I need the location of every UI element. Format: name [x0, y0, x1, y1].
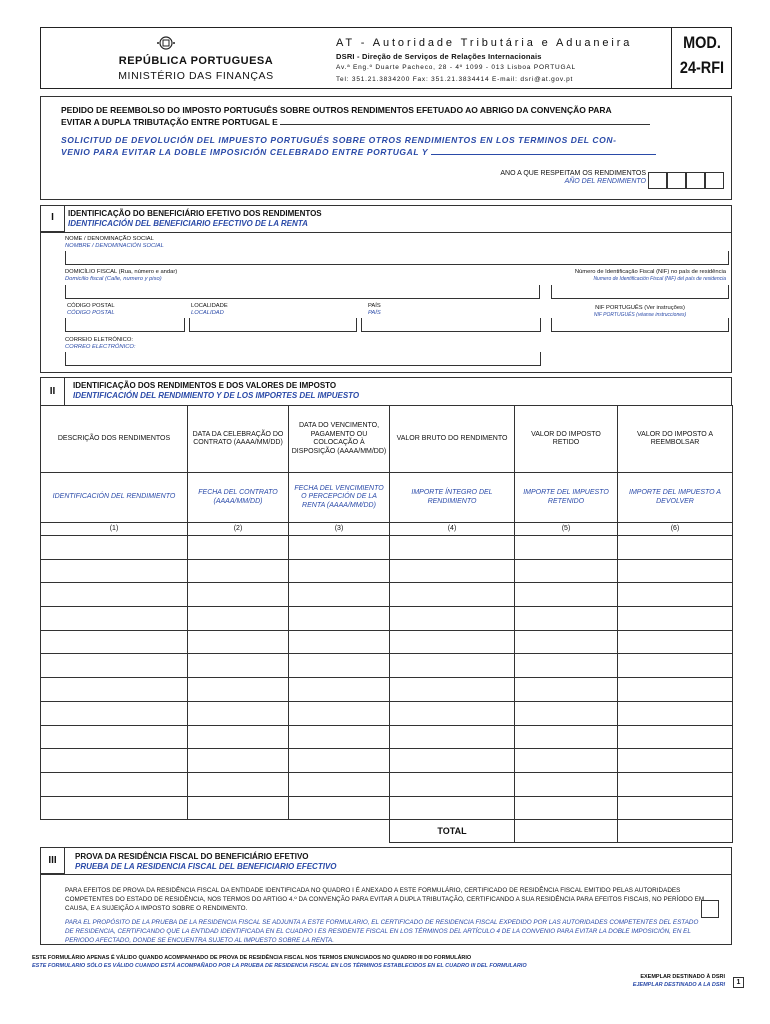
- country-input[interactable]: [361, 318, 541, 332]
- section-3-title-pt: PROVA DA RESIDÊNCIA FISCAL DO BENEFICIÁRIO EFETIVO: [75, 852, 309, 861]
- col-header-es: IMPORTE DEL IMPUESTO A DEVOLVER: [618, 473, 733, 523]
- name-label-pt: NOME / DENOMINAÇÃO SOCIAL: [65, 236, 154, 242]
- footer-note-pt: ESTE FORMULÁRIO APENAS É VÁLIDO QUANDO ACOMPANHADO DE PROVA DE RESIDÊNCIA FISCAL NOS TERMOS ENUNCIADOS NO QUADRO III DO FORMULÁRIO: [32, 955, 472, 961]
- table-row: [41, 583, 733, 607]
- col-header-es: IDENTIFICACIÓN DEL RENDIMIENTO: [41, 473, 188, 523]
- section-3-text-es: PARA EL PROPÓSITO DE LA PRUEBA DE LA RESIDENCIA FISCAL SE ADJUNTA A ESTE FORMULARIO, EL CERTIFICADO DE RESIDENCIA FISCAL EXPEDIDO POR LAS AUTORIDADES COMPETENTES DEL ESTADO DE RESIDENCIA, CERTIFICANDO QUE LA ENTIDAD IDENTIFICADA EN EL CUADRO I ES RESIDENTE FISCAL EN LOS TÉRMINOS DEL ARTÍCULO 4 DE LA CONVENIO PARA EVITAR LA DOBLE IMPOSICIÓN, EN EL PERIODO AFECTADO, DONDE SE ENCUENTRA SUJETO AL IMPUESTO SOBRE LA RENTA.: [65, 919, 699, 944]
- table-cell-input[interactable]: [188, 796, 289, 820]
- table-cell-input[interactable]: [188, 536, 289, 560]
- table-cell-input[interactable]: [390, 796, 515, 820]
- section-3-number: III: [41, 848, 65, 874]
- dsri-label: DSRI - Direção de Serviços de Relações Internacionais: [336, 52, 542, 61]
- table-header-numbers: [41, 523, 733, 536]
- locality-input[interactable]: [189, 318, 357, 332]
- table-row: [41, 678, 733, 702]
- table-cell-input[interactable]: [41, 725, 188, 749]
- section-1: [40, 205, 732, 373]
- nif-pt-label-es: NIF PORTUGUÉS (véanse instrucciones): [593, 312, 687, 318]
- table-cell-input[interactable]: [618, 772, 733, 796]
- nif-pt-input[interactable]: [551, 318, 729, 332]
- domicile-input[interactable]: [65, 285, 540, 299]
- request-title-box: [40, 96, 732, 200]
- table-cell-input[interactable]: [390, 607, 515, 631]
- col-header-es: IMPORTE ÍNTEGRO DEL RENDIMIENTO: [390, 473, 515, 523]
- table-cell-input[interactable]: [390, 630, 515, 654]
- postal-label-es: CÓDIGO POSTAL: [67, 310, 115, 316]
- nif-pt-label-pt: NIF PORTUGUÊS (Ver instruções): [595, 305, 685, 311]
- col-header-pt: DATA DO VENCIMENTO, PAGAMENTO OU COLOCAÇÃO À DISPOSIÇÃO (AAAA/MM/DD): [289, 406, 390, 473]
- table-cell-input[interactable]: [390, 536, 515, 560]
- col-header-pt: VALOR DO IMPOSTO A REEMBOLSAR: [618, 406, 733, 473]
- table-cell-input[interactable]: [188, 725, 289, 749]
- table-cell-input[interactable]: [618, 678, 733, 702]
- republic-label: REPÚBLICA PORTUGUESA: [118, 55, 274, 67]
- section-2-title-pt: IDENTIFICAÇÃO DOS RENDIMENTOS E DOS VALORES DE IMPOSTO: [73, 381, 337, 390]
- section-3: [40, 847, 732, 945]
- country-label-es: PAÍS: [368, 310, 381, 316]
- table-cell-input[interactable]: [515, 725, 618, 749]
- table-row: [41, 725, 733, 749]
- table-cell-input[interactable]: [188, 654, 289, 678]
- table-cell-input[interactable]: [289, 630, 390, 654]
- country-label: [368, 303, 381, 317]
- table-cell-input[interactable]: [41, 749, 188, 773]
- section-1-title-pt: IDENTIFICAÇÃO DO BENEFICIÁRIO EFETIVO DOS RENDIMENTOS: [68, 209, 322, 218]
- request-title-es-line1: SOLICITUD DE DEVOLUCIÓN DEL IMPUESTO PORTUGUÉS SOBRE OTROS RENDIMIENTOS EN LOS TERMINOS DEL CON-: [61, 135, 617, 145]
- table-cell-input[interactable]: [289, 772, 390, 796]
- postal-label: [67, 303, 115, 317]
- table-cell-input[interactable]: [515, 607, 618, 631]
- residence-proof-checkbox[interactable]: [701, 900, 719, 918]
- table-cell-input[interactable]: [41, 583, 188, 607]
- table-row: [41, 796, 733, 820]
- table-cell-input[interactable]: [515, 654, 618, 678]
- table-row: [41, 559, 733, 583]
- table-cell-input[interactable]: [515, 536, 618, 560]
- country-pt-input[interactable]: [280, 116, 650, 125]
- table-cell-input[interactable]: [289, 607, 390, 631]
- table-cell-input[interactable]: [41, 536, 188, 560]
- table-cell-input[interactable]: [41, 630, 188, 654]
- footer-note-es: ESTE FORMULARIO SÓLO ES VÁLIDO CUANDO ESTÁ ACOMPAÑADO POR LA PRUEBA DE RESIDENCIA FISCAL EN LOS TÉRMINOS ESTABLECIDOS EN EL CUADRO III DEL FORMULARIO: [32, 963, 527, 969]
- section-2-title-es: IDENTIFICACIÓN DEL RENDIMIENTO Y DE LOS IMPORTES DEL IMPUESTO: [73, 391, 360, 400]
- table-cell-input[interactable]: [515, 749, 618, 773]
- table-cell-input[interactable]: [618, 607, 733, 631]
- year-digit-2[interactable]: [667, 172, 686, 189]
- domicile-label-pt: DOMICÍLIO FISCAL (Rua, número e andar): [65, 269, 178, 275]
- table-cell-input[interactable]: [618, 796, 733, 820]
- col-number: (2): [188, 523, 289, 536]
- table-cell-input[interactable]: [390, 749, 515, 773]
- table-cell-input[interactable]: [515, 630, 618, 654]
- email-label-es: CORREO ELECTRÓNICO:: [65, 344, 136, 350]
- table-cell-input[interactable]: [289, 725, 390, 749]
- table-cell-input[interactable]: [390, 701, 515, 725]
- col-header-pt: VALOR BRUTO DO RENDIMENTO: [390, 406, 515, 473]
- total-spacer: [41, 820, 390, 843]
- table-cell-input[interactable]: [618, 701, 733, 725]
- table-cell-input[interactable]: [188, 630, 289, 654]
- table-cell-input[interactable]: [289, 559, 390, 583]
- table-header-es: [41, 473, 733, 523]
- table-cell-input[interactable]: [289, 536, 390, 560]
- total-label: TOTAL: [390, 820, 515, 843]
- table-cell-input[interactable]: [618, 654, 733, 678]
- model-label: MOD.: [683, 33, 721, 52]
- table-cell-input[interactable]: [188, 607, 289, 631]
- section-1-title-es: IDENTIFICACIÓN DEL BENEFICIARIO EFECTIVO DE LA RENTA: [68, 219, 308, 228]
- request-title-pt: [61, 105, 726, 128]
- table-cell-input[interactable]: [41, 607, 188, 631]
- col-header-pt: VALOR DO IMPOSTO RETIDO: [515, 406, 618, 473]
- name-label-es: NOMBRE / DENOMINACIÓN SOCIAL: [65, 243, 164, 249]
- locality-label-pt: LOCALIDADE: [191, 303, 228, 309]
- col-number: (3): [289, 523, 390, 536]
- year-label-es: AÑO DEL RENDIMIENTO: [564, 178, 646, 185]
- coat-of-arms-icon: [156, 35, 176, 51]
- total-row: [41, 820, 733, 843]
- col-header-es: FECHA DEL CONTRATO (AAAA/MM/DD): [188, 473, 289, 523]
- address-label: Av.ª Eng.º Duarte Pacheco, 28 - 4º 1099 - 013 Lisboa PORTUGAL: [336, 64, 576, 71]
- total-withheld-cell[interactable]: [515, 820, 618, 843]
- table-cell-input[interactable]: [289, 583, 390, 607]
- section-2-number: II: [41, 378, 65, 405]
- income-table: [40, 405, 733, 843]
- table-cell-input[interactable]: [515, 559, 618, 583]
- email-label: [65, 337, 136, 351]
- ministry-label: MINISTÉRIO DAS FINANÇAS: [118, 70, 274, 82]
- table-cell-input[interactable]: [289, 701, 390, 725]
- locality-label: [191, 303, 228, 317]
- table-cell-input[interactable]: [188, 583, 289, 607]
- year-digit-3[interactable]: [686, 172, 705, 189]
- col-number: (5): [515, 523, 618, 536]
- year-digit-4[interactable]: [705, 172, 724, 189]
- nif-label-es: Numero de Identificación Fiscal (NIF) del país de residencia: [593, 276, 726, 282]
- table-cell-input[interactable]: [515, 678, 618, 702]
- table-row: [41, 701, 733, 725]
- col-header-pt: DATA DA CELEBRAÇÃO DO CONTRATO (AAAA/MM/DD): [188, 406, 289, 473]
- col-number: (6): [618, 523, 733, 536]
- table-cell-input[interactable]: [188, 678, 289, 702]
- col-number: (1): [41, 523, 188, 536]
- locality-label-es: LOCALIDAD: [191, 310, 224, 316]
- table-cell-input[interactable]: [515, 796, 618, 820]
- postal-label-pt: CÓDIGO POSTAL: [67, 303, 115, 309]
- table-cell-input[interactable]: [41, 559, 188, 583]
- table-cell-input[interactable]: [618, 749, 733, 773]
- request-title-es-line2: VENIO PARA EVITAR LA DOBLE IMPOSICIÓN CELEBRADO ENTRE PORTUGAL Y: [61, 147, 428, 157]
- request-title-pt-line1: PEDIDO DE REEMBOLSO DO IMPOSTO PORTUGUÊS SOBRE OUTROS RENDIMENTOS EFETUADO AO ABRIGO DA CONVENÇÃO PARA: [61, 105, 612, 115]
- model-badge: [671, 28, 732, 88]
- table-row: [41, 536, 733, 560]
- nif-label-pt: Número de Identificação Fiscal (NIF) no país de residência: [574, 269, 726, 275]
- table-cell-input[interactable]: [289, 678, 390, 702]
- table-cell-input[interactable]: [390, 583, 515, 607]
- copy-number: 1: [733, 977, 744, 988]
- table-row: [41, 607, 733, 631]
- table-cell-input[interactable]: [390, 725, 515, 749]
- email-label-pt: CORREIO ELETRÓNICO:: [65, 337, 133, 343]
- table-cell-input[interactable]: [618, 630, 733, 654]
- authority-label: AT - Autoridade Tributária e Aduaneira: [336, 37, 633, 49]
- table-row: [41, 654, 733, 678]
- model-code: 24-RFI: [679, 58, 725, 77]
- table-body: [41, 536, 733, 820]
- domicile-label: [65, 269, 177, 283]
- table-cell-input[interactable]: [618, 725, 733, 749]
- table-header-pt: [41, 406, 733, 473]
- col-header-es: FECHA DEL VENCIMIENTO O PERCEPCIÓN DE LA RENTA (AAAA/MM/DD): [289, 473, 390, 523]
- request-title-pt-line2: EVITAR A DUPLA TRIBUTAÇÃO ENTRE PORTUGAL E: [61, 117, 278, 127]
- request-title-es: [61, 134, 726, 158]
- name-input[interactable]: [65, 251, 729, 265]
- table-cell-input[interactable]: [41, 796, 188, 820]
- postal-input[interactable]: [65, 318, 185, 332]
- table-cell-input[interactable]: [41, 654, 188, 678]
- table-cell-input[interactable]: [289, 796, 390, 820]
- table-cell-input[interactable]: [390, 678, 515, 702]
- nif-input[interactable]: [551, 285, 729, 299]
- col-header-pt: DESCRIÇÃO DOS RENDIMENTOS: [41, 406, 188, 473]
- table-cell-input[interactable]: [41, 701, 188, 725]
- form-header: [40, 27, 732, 89]
- table-row: [41, 772, 733, 796]
- table-cell-input[interactable]: [618, 583, 733, 607]
- table-cell-input[interactable]: [390, 654, 515, 678]
- table-cell-input[interactable]: [289, 749, 390, 773]
- name-label: [65, 236, 164, 250]
- copy-label-pt: EXEMPLAR DESTINADO À DSRI: [640, 974, 725, 980]
- col-header-es: IMPORTE DEL IMPUESTO RETENIDO: [515, 473, 618, 523]
- email-input[interactable]: [65, 352, 541, 366]
- section-2: [40, 377, 732, 406]
- year-label-pt: ANO A QUE RESPEITAM OS RENDIMENTOS: [500, 170, 646, 177]
- nif-label: [521, 269, 726, 283]
- domicile-label-es: Domicilio fiscal (Calle, numero y piso): [65, 276, 162, 282]
- table-cell-input[interactable]: [188, 749, 289, 773]
- total-refund-cell[interactable]: [618, 820, 733, 843]
- country-es-input[interactable]: [431, 146, 656, 155]
- table-cell-input[interactable]: [188, 772, 289, 796]
- copy-label-es: EJEMPLAR DESTINADO A LA DSRI: [632, 982, 725, 988]
- table-cell-input[interactable]: [390, 772, 515, 796]
- table-cell-input[interactable]: [515, 701, 618, 725]
- table-cell-input[interactable]: [618, 559, 733, 583]
- table-cell-input[interactable]: [41, 678, 188, 702]
- table-cell-input[interactable]: [41, 772, 188, 796]
- table-row: [41, 749, 733, 773]
- table-cell-input[interactable]: [289, 654, 390, 678]
- col-number: (4): [390, 523, 515, 536]
- section-3-title-es: PRUEBA DE LA RESIDENCIA FISCAL DEL BENEFICIARIO EFECTIVO: [75, 862, 337, 871]
- table-cell-input[interactable]: [188, 701, 289, 725]
- year-digit-1[interactable]: [648, 172, 667, 189]
- table-cell-input[interactable]: [188, 559, 289, 583]
- contacts-label: Tel: 351.21.3834200 Fax: 351.21.3834414 E-mail: dsri@at.gov.pt: [336, 76, 574, 83]
- table-cell-input[interactable]: [390, 559, 515, 583]
- nif-pt-label: [551, 305, 729, 319]
- country-label-pt: PAÍS: [368, 303, 381, 309]
- table-row: [41, 630, 733, 654]
- table-cell-input[interactable]: [618, 536, 733, 560]
- table-cell-input[interactable]: [515, 583, 618, 607]
- section-3-text-pt: PARA EFEITOS DE PROVA DA RESIDÊNCIA FISCAL DA ENTIDADE IDENTIFICADA NO QUADRO I É ANEXADO A ESTE FORMULÁRIO, CERTIFICADO DE RESIDÊNCIA FISCAL EMITIDO PELAS AUTORIDADES COMPETENTES DO ESTADO DE RESIDÊNCIA, NOS TERMOS DO ARTIGO 4.º DA CONVENÇÃO PARA EVITAR A DUPLA TRIBUTAÇÃO, CERTIFICANDO A SUA RESIDÊNCIA PARA EFEITOS FISCAIS, NO PERÍODO EM CAUSA, E A SUJEIÇÃO A IMPOSTO SOBRE O RENDIMENTO.: [65, 887, 705, 912]
- section-1-number: I: [41, 206, 65, 232]
- table-cell-input[interactable]: [515, 772, 618, 796]
